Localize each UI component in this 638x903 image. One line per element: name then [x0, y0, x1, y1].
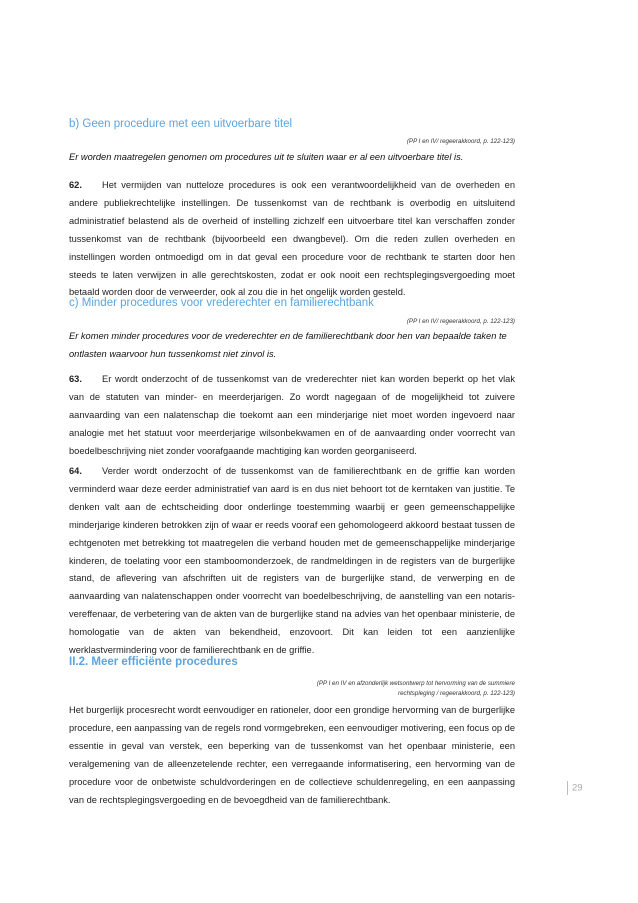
paragraph-text: Het vermijden van nutteloze procedures is ook een verantwoordelijkheid van de overheden en andere publiekrechtelijke instellingen. De tussenkomst van de rechtbank is overbodig en uitsluitend administratief belastend als de overheid of instelling zichzelf een uitvoerbare titel kan verschaffen zonder tussenkomst van de rechtbank (bijvoorbeeld een dwangbevel). Om die reden zullen overheden en instellingen worden ontmoedigd om in dat geval een procedure voor de rechtbank te starten door hen steeds te laten verwijzen in alle gerechtskosten, zodat er ook nooit een rechtsplegingsvergoeding moet betaald worden door de verweerder, ook al zou die in het ongelijk worden gesteld.: [69, 180, 515, 298]
paragraph-text: Verder wordt onderzocht of de tussenkomst van de familierechtbank en de griffie kan worden verminderd waar deze eerder administratief van aard is en dus niet behoort tot de kerntaken van justitie. Te denken valt aan de echtscheiding door onderlinge toestemming waarbij er geen gemeenschappelijke minderjarige kinderen betrokken zijn of waar er reeds vooraf een gehomologeerd akkoord bestaat tussen de echtgenoten met betrekking tot maatregelen die verband houden met de gemeenschappelijke minderjarige kinderen, de toelating voor een stamboomonderzoek, de randmeldingen in de registers van de burgerlijke stand, de aflevering van afschriften uit de registers van de burgerlijke stand, de verwerping en de aanvaarding van nalatenschappen onder voorrecht van boedelbeschrijving, de aanstelling van een notaris-vereffenaar, de verbetering van de akten van de burgerlijke stand na advies van het openbaar ministerie, de homologatie van de akten van bekendheid, enzovoort. Dit kan leiden tot een aanzienlijke werklastvermindering voor de familierechtbank en de griffie.: [69, 466, 515, 656]
section-b-source: (PP I en IV/ regeerakkoord, p. 122-123): [406, 138, 515, 145]
page-number: [567, 781, 583, 795]
paragraph-63: [69, 371, 515, 461]
paragraph-ii2: Het burgerlijk procesrecht wordt eenvoudiger en rationeler, door een grondige hervorming van de burgerlijke procedure, een aanpassing van de regels rond vormgebreken, een eenvoudiger motivering, een focus op de essentie in geval van verstek, een beperking van de tussenkomst van het openbaar ministerie, een veralgemening van de alleenzetelende rechter, een verregaande informatisering, een hervorming van de procedure voor de onbetwiste schuldvorderingen en de collectieve schuldenregeling, en een aanpassing van de rechtsplegingsvergoeding en de bevoegdheid van de familierechtbank.: [69, 705, 515, 805]
section-b-lead: Er worden maatregelen genomen om procedures uit te sluiten waar er al een uitvoerbare titel is.: [69, 152, 464, 162]
section-ii2-source-line1: (PP I en IV en afzonderlijk wetsontwerp tot hervorming van de summiere: [316, 680, 515, 687]
paragraph-64: [69, 463, 515, 660]
paragraph-text: Er wordt onderzocht of de tussenkomst van de vrederechter niet kan worden beperkt op het vlak van de statuten van minder- en meerderjarigen. Zo wordt nagegaan of de mogelijkheid tot zuivere aanvaarding van een nalatenschap die toekomt aan een minderjarige niet moet worden ingevoerd naar analogie met het statuut voor meerderjarige wilsonbekwamen en of de aanvaarding onder voorrecht van boedelbeschrijving niet zonder voorafgaande machtiging kan worden georganiseerd.: [69, 374, 515, 456]
section-ii2-title: II.2. Meer efficiënte procedures: [69, 656, 238, 668]
section-ii2-source-line2: rechtspleging / regeerakkoord, p. 122-123): [398, 690, 515, 697]
paragraph-62: [69, 177, 515, 302]
section-b-title: b) Geen procedure met een uitvoerbare titel: [69, 118, 293, 130]
section-c-title: c) Minder procedures voor vrederechter en familierechtbank: [69, 297, 374, 309]
section-c-lead: Er komen minder procedures voor de vrederechter en de familierechtbank door hen van bepaalde taken te ontlasten waarvoor hun tussenkomst niet zinvol is.: [69, 331, 507, 359]
page-number-divider: [567, 781, 568, 795]
paragraph-number: 63.: [69, 374, 82, 384]
section-c-source: (PP I en IV/ regeerakkoord, p. 122-123): [406, 318, 515, 325]
page-content: [69, 0, 515, 903]
paragraph-number: 62.: [69, 180, 82, 190]
paragraph-number: 64.: [69, 466, 82, 476]
page-number-value: 29: [572, 782, 583, 794]
